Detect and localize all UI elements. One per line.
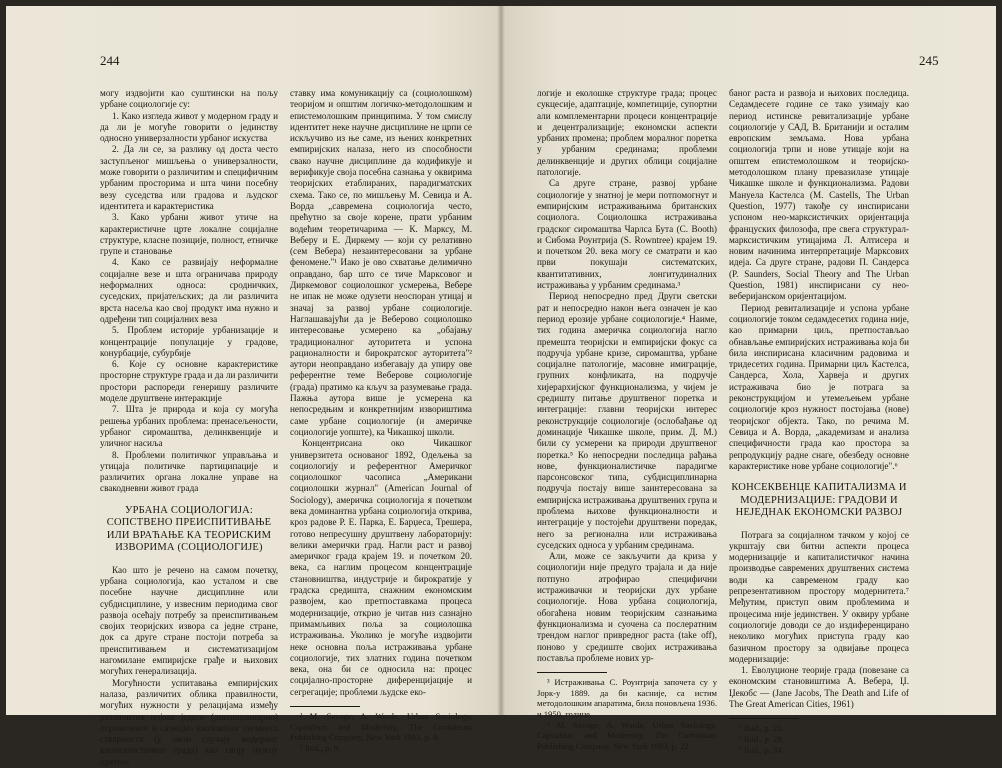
footnote: ² Ibid., p. 8.	[300, 742, 341, 753]
list-item: 1. Како изгледа живот у модерном граду и да ли је могуће говорити о јединству односно универзалности урбаног искуства	[100, 110, 278, 144]
footnotes	[290, 711, 472, 753]
footnote: ¹ M. Savage, A. Warde, Urban Sociology, Capitalism and Modernity, The Continuum Publishing Company, New York 1993. p. 8.	[290, 711, 472, 743]
list-item: 2. Да ли се, за разлику од доста често заступљеног мишљења о универзалности, може говорити о различитим и специфичним урбаним просторима и шта чини посебну везу суседства или градова и људског идентитета и карактеристика	[100, 144, 278, 211]
paragraph: Као што је речено на самом почетку, урбана социологија, као усталом и све посебне научне дисциплине или субдисциплине, у извесним периодима свог развоја осећају потребу за преиспитивањем својих теоријских извора са једне стране, док са друге стране постоји потреба за преиспитивањем и систематизацијом нагомилане емпиријске грађе и њихових могућих генерализација.	[100, 564, 278, 677]
left-column-2	[290, 88, 472, 753]
footnote: ⁶ Ibid., p. 29.	[739, 733, 784, 744]
footnote-rule	[729, 718, 799, 719]
page-number: 245	[919, 53, 939, 68]
right-page	[501, 6, 996, 755]
footnote-rule	[537, 672, 607, 673]
page-number: 244	[100, 53, 120, 68]
footnote-rule	[290, 706, 360, 707]
paragraph: Период ревитализације и успона урбане социологије током седамдесетих година није, као примарни циљ, претпостављао обнављање емпиријских истраживања која би била инспирисана класичним радовима и тридесетих година. Примарни циљ Кастелса, Сандерса, Хола, Харвеја и других истраживача био је потрага за реконструкцијом и утемељењем урбане социологије кроз нужност постојања (нове) теоријског објекта. Тако, по речима М. Севиџа и А. Ворда, „академизам и анализа специфичности града као простора за репродукцију радне снаге, обезбеду основне карактеристике нове урбане социологије".⁶	[729, 302, 909, 471]
paragraph: могу издвојити као суштински на пољу урбане социологије су:	[100, 88, 278, 110]
book-spread	[6, 6, 996, 767]
paragraph: Могућности успитавања емпиријских налаза, различитих облика правилности, могућих нужности у релацијама између различитих појава једног (дисциплинарно) ограниченог и сазнајно изолованог сегмента стварности (у овом случају модерног капиталистичког града) као своју нужну претпо-	[100, 677, 278, 767]
book-gutter	[497, 6, 505, 715]
paragraph: Потрага за социјалном тачком у којој се укрштају сви битни аспекти процеса модернизације и капиталистичког начина производње савремених друштвених система води ка савременом граду као репрезентативном простору модернитета.⁷ Међутим, приступ овим проблемима и процесима није јединствен. У оквиру урбане социологије доводи се до издиференцирано неколико могућих приступа граду као базичном простору за одвијање процеса модернизације:	[729, 529, 909, 664]
list-item: 8. Проблеми политичког управљања и утицаја политичке партиципације и различитих органа локалне управе на свакодневни живот града	[100, 449, 278, 494]
paragraph: Са друге стране, развој урбане социологије у знатној је мери потпомогнут и емпиријским истраживањима британских социолога. Социолошка истраживања градског сиромаштва Чарлса Бута (C. Booth) и Сибома Роунтрија (S. Rowntree) крајем 19. и почетком 20. века могу се сматрати и као први покушаји систематских, квантитативних, лонгитудиналних истраживања у урбаним срединама.³	[537, 178, 717, 291]
footnote: ⁷ Ibid., p. 34.	[739, 744, 784, 755]
footnote: ⁵ Ibid., p. 22.	[739, 723, 784, 734]
left-page	[6, 6, 501, 767]
footnotes	[537, 677, 717, 751]
right-column-2	[729, 88, 909, 755]
list-item: 7. Шта је природа и која су могућа решења урбаних проблема: пренасељености, урбаног сиромаштва, делинквенције и уличног насиља	[100, 404, 278, 449]
section-heading: КОНСЕКВЕНЦЕ КАПИТАЛИЗМА И МОДЕРНИЗАЦИЈЕ: ГРАДОВИ И НЕЈЕДНАК ЕКОНОМСКИ РАЗВОЈ	[731, 482, 907, 519]
paragraph: баног раста и развоја и њихових последица. Седамдесете године се тако узимају као период истинске ревитализације урбане социологије у САД, В. Британији и осталим европским земљама. Нова урбана социологија трпи и нове утицаје који на општем епистемолошком и теоријско-методолошком плану превазилазе утицаје Чикашке школе и функционализма. Радови Мануела Кастелса (M. Castells, The Urban Question, 1977) такође су инспирисани успоном нео-марксистичких оријентација француских филозофа, пре свега структурал-марксистичким утицајима Л. Алтисера и новим начинима интерпретације Марксових идеја. Са друге стране, радови П. Сандерса (P. Saunders, Social Theory and The Urban Question, 1981) инспирисани су нео-веберијанском оријентацијом.	[729, 88, 909, 302]
paragraph: Али, може се закључити да криза у социологији није предуго трајала и да није потпуно атрофирао специфични истраживачки и теоријски дух урбане социологије. Нова урбана социологија, обогаћена новим теоријским сазнањима функционализма и суочена са послератним трендом наглог привредног раста (take off), поново у средиште својих истраживања поставља проблеме нових ур-	[537, 551, 717, 663]
footnote: ⁴ M. Savage, A. Warde, Urban Sociology, Capitalism and Modernity, The Continuum Publishing Company, New York 1993, p. 22.	[537, 719, 717, 751]
paragraph: логије и еколошке структуре града; процес сукцесије, адаптације, компетиције, супортни али комплементарни процеси концентрације и децентрализације; економски аспекти урбаних промена; проблем моралног поретка у урбаним срединама; проблеми делинквенције и других облици социјалне патологије.	[537, 88, 717, 178]
list-item: 1. Еволуционе теорије града (повезане са економским становиштима А. Вебера, Џ. Џекобс — (Jane Jacobs, The Death and Life of The Great American Cities, 1961)	[729, 665, 909, 710]
paragraph: Период непосредно пред Други светски рат и непосредно након њега означен је као период ерозије урбане социологије.⁴ Наиме, тих година америчка социологија нагло премешта теоријски и емпиријски фокус са подручја урбане кризе, сиромаштва, урбане социјалне патологије, масовне имиграције, групних конфликата, на подручје хијерархијског функционализма, у чијем је средишту питање друштвеног поретка и интеграције: главни теоријски интерес реконструкције социологије (ослобађање од доминације Чикашке школе, прим. Д. М.) били су усмерени ка природи друштвеног поретка.⁵ Ко непосредни последица рађања нове, функционалистичке парадигме парсонсовског типа, субдисциплинарна подручја постају више заинтересована за емпиријска истраживања друштвених група и проблема њихове функционалности и интеграције у постојећи друштвени поредак, него за регионална или истраживања суседских односа у урбаним срединама.	[537, 291, 717, 550]
footnote: ³ Истраживања С. Роунтрија започета су у Јорк-у 1889. да би касније, са истим методолошким апаратима, била поновљена 1936. и 1950. године.	[537, 677, 717, 719]
paragraph: ставку има комуникацију са (социолошком) теоријом и општим логичко-методолошким и епистемолошким принципима. У том смислу идентитет неке научне дисциплине не црпи се искључиво из ње саме, из њених конкретних емпиријских налаза, него из способности свако научне дисциплине да кодификује и верификује своја посебна сазнања у оквирима теоријских етаблираних, парадигматских схема. Тако се, по мишљењу М. Севиџа и А. Ворда „савремена социологија често, прећутно за своје корене, прати урбаним водећим теоретичарима — К. Марксу, М. Веберу и Е. Диркему — који су релативно (сем Вебера) незаинтересовани за урбане феномене."¹ Иако је ово схватање делимично оправдано, бар што се тиче Марксовог и Диркемовог социолошког усмерења, Вебере не ипак не може одузети неоспоран утицај и значај за развој урбане социологије. Наглашавајући да је Веберово социолошко интересовање усмерено ка „обајању традиционалног ауторитета и успона рационалности и бирократског ауторитета"² аутори неоправдано избегавају да упиру ове референтне теме Веберове социологије (града) пратимо ка кључ за разумевање града. Пажња аутора више је усмерена ка непосредњим и конкретнијим извориштима саме урбане социологије (и америчке социологије уопште), ка Чикашкој школи.	[290, 88, 472, 437]
list-item: 5. Проблем историје урбанизације и концентрације популације у градове, конурбације, субурбије	[100, 325, 278, 358]
list-item: 3. Како урбани живот утиче на карактеристичне црте локалне социјалне структуре, класне позиције, полност, етничке групе и становање	[100, 212, 278, 257]
list-item: 4. Како се развијају неформалне социјалне везе и шта ограничава природу неформалних односа: сродничких, суседских, пријатељских; да ли различита врста насеља као свој продукт има нужно и одређени тип социјалних веза	[100, 257, 278, 324]
list-item: 6. Које су основне карактеристике просторне структуре града и да ли различити простори распореди генеришу различите моделе друштвене интеракције	[100, 359, 278, 404]
right-column-1	[537, 88, 717, 751]
footnotes	[729, 723, 909, 755]
paragraph: Концентрисана око Чикашког универзитета основаног 1892, Одељења за социологију и референтног Америчког социолошког часописа „Американи социолошки журнал" (American Journal of Sociology), америчка социологија я почетком века доминантна урбана социологија открива, кроз радове Р. Е. Парка, Е. Барџеса, Трешера, готово непресушну друштвену лабораторију: велики амерички град. Нагли раст и развој америчког града крајем 19. и почетком 20. века, са наглим процесом концентрације становништва, индустрије и бирократије у градска средишта, снажним економским развојем, као претпоставкама процеса модернизације, открио је читав низ сазнајно примамљивих поља за социолошка истраживања. Уколико је могуће издвојити неке основна поља истраживања урбане социологије, тих златних година почетком века, она би се односила на: процес социјално-просторне диференцијације и сегрегације; проблеми људске еко-	[290, 438, 472, 697]
left-column-1	[100, 88, 278, 768]
section-heading: УРБАНА СОЦИОЛОГИЈА: СОПСТВЕНО ПРЕИСПИТИВАЊЕ ИЛИ ВРАЋАЊЕ КА ТЕОРИСКИМ ИЗВОРИМА (СОЦИОЛОГИЈЕ)	[106, 504, 272, 554]
